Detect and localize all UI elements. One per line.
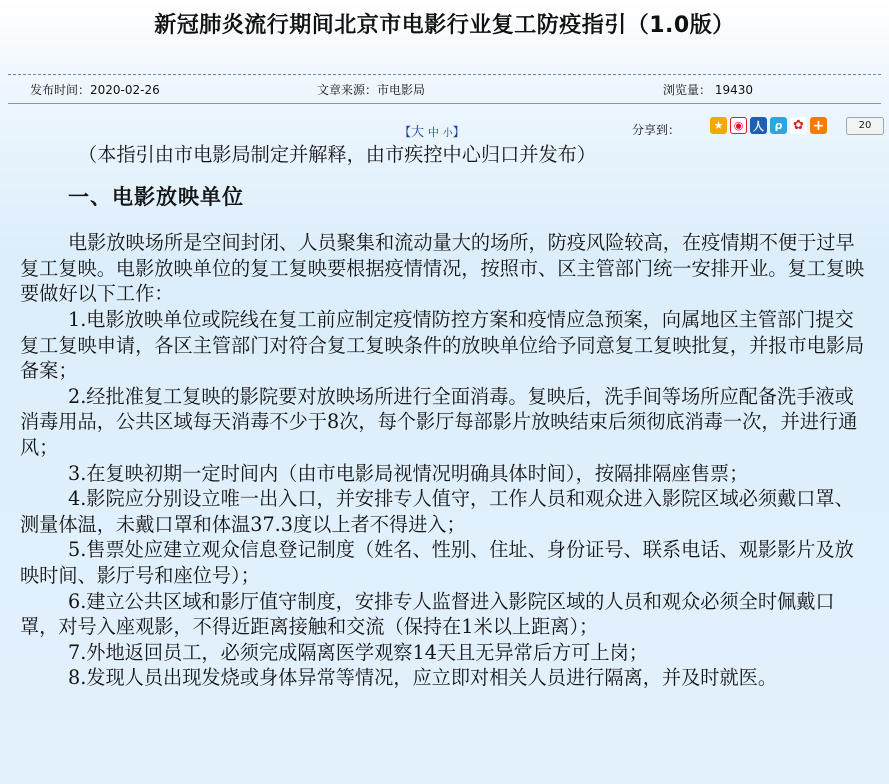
- share-label: 分享到：: [632, 123, 681, 137]
- meta-divider: [8, 103, 881, 104]
- list-item: 1.电影放映单位或院线在复工前应制定疫情防控方案和疫情应急预案，向属地区主管部门提交复工复映申请，各区主管部门对符合复工复映条件的放映单位给予同意复工复映批复，并报市电影局备案；: [20, 307, 865, 383]
- publish-time: 发布时间：2020-02-26: [30, 83, 160, 97]
- article-source: 文章来源：市电影局: [317, 83, 426, 97]
- share-icons: [710, 117, 827, 134]
- list-item: 4.影院应分别设立唯一出入口，并安排专人值守，工作人员和观众进入影院区域必须戴口罩、测量体温，未戴口罩和体温37.3度以上者不得进入；: [20, 487, 854, 536]
- more-icon[interactable]: +: [810, 117, 827, 134]
- article-intro: （本指引由市电影局制定并解释，由市疾控中心归口并发布）: [78, 143, 597, 166]
- font-medium-link[interactable]: 中: [427, 126, 439, 139]
- list-item: 2.经批准复工复映的影院要对放映场所进行全面消毒。复映后，洗手间等场所应配备洗手液或消毒用品，公共区域每天消毒不少于8次，每个影厅每部影片放映结束后须彻底消毒一次，并进行通风；: [20, 384, 858, 459]
- font-large-link[interactable]: 大: [411, 125, 425, 140]
- share-count[interactable]: 20: [846, 117, 884, 135]
- page-title: 新冠肺炎流行期间北京市电影行业复工防疫指引（1.0版）: [154, 13, 735, 38]
- list-item: 3.在复映初期一定时间内（由市电影局视情况明确具体时间），按隔排隔座售票；: [68, 461, 749, 485]
- qzone-icon[interactable]: ★: [710, 117, 727, 134]
- list-item: 5.售票处应建立观众信息登记制度（姓名、性别、住址、身份证号、联系电话、观影影片及放映时间、影厅号和座位号）；: [20, 538, 854, 587]
- header-divider: [8, 74, 881, 75]
- bracket-open: 【: [399, 125, 412, 139]
- font-size-switcher: [399, 121, 465, 140]
- list-item: 7.外地返回员工，必须完成隔离医学观察14天且无异常后方可上岗；: [68, 640, 648, 664]
- list-item: 8.发现人员出现发烧或身体异常等情况，应立即对相关人员进行隔离，并及时就医。: [68, 666, 778, 690]
- view-count: 浏览量： 19430: [663, 83, 753, 97]
- tqq-icon[interactable]: ρ: [770, 117, 787, 134]
- bracket-close: 】: [452, 125, 465, 139]
- renren-icon[interactable]: 人: [750, 117, 767, 134]
- kaixin-icon[interactable]: ✿: [790, 117, 807, 134]
- section-paragraph: 电影放映场所是空间封闭、人员聚集和流动量大的场所，防疫风险较高，在疫情期不便于过早复工复映。电影放映单位的复工复映要根据疫情情况，按照市、区主管部门统一安排开业。复工复映要做好以下工作：: [20, 231, 865, 306]
- section-title: 一、电影放映单位: [68, 184, 244, 209]
- article-body: [20, 142, 870, 691]
- list-item: 6.建立公共区域和影厅值守制度，安排专人监督进入影院区域的人员和观众必须全时佩戴口罩，对号入座观影，不得近距离接触和交流（保持在1米以上距离）；: [20, 589, 835, 639]
- weibo-icon[interactable]: ◉: [730, 117, 747, 134]
- font-small-link[interactable]: 小: [442, 128, 453, 139]
